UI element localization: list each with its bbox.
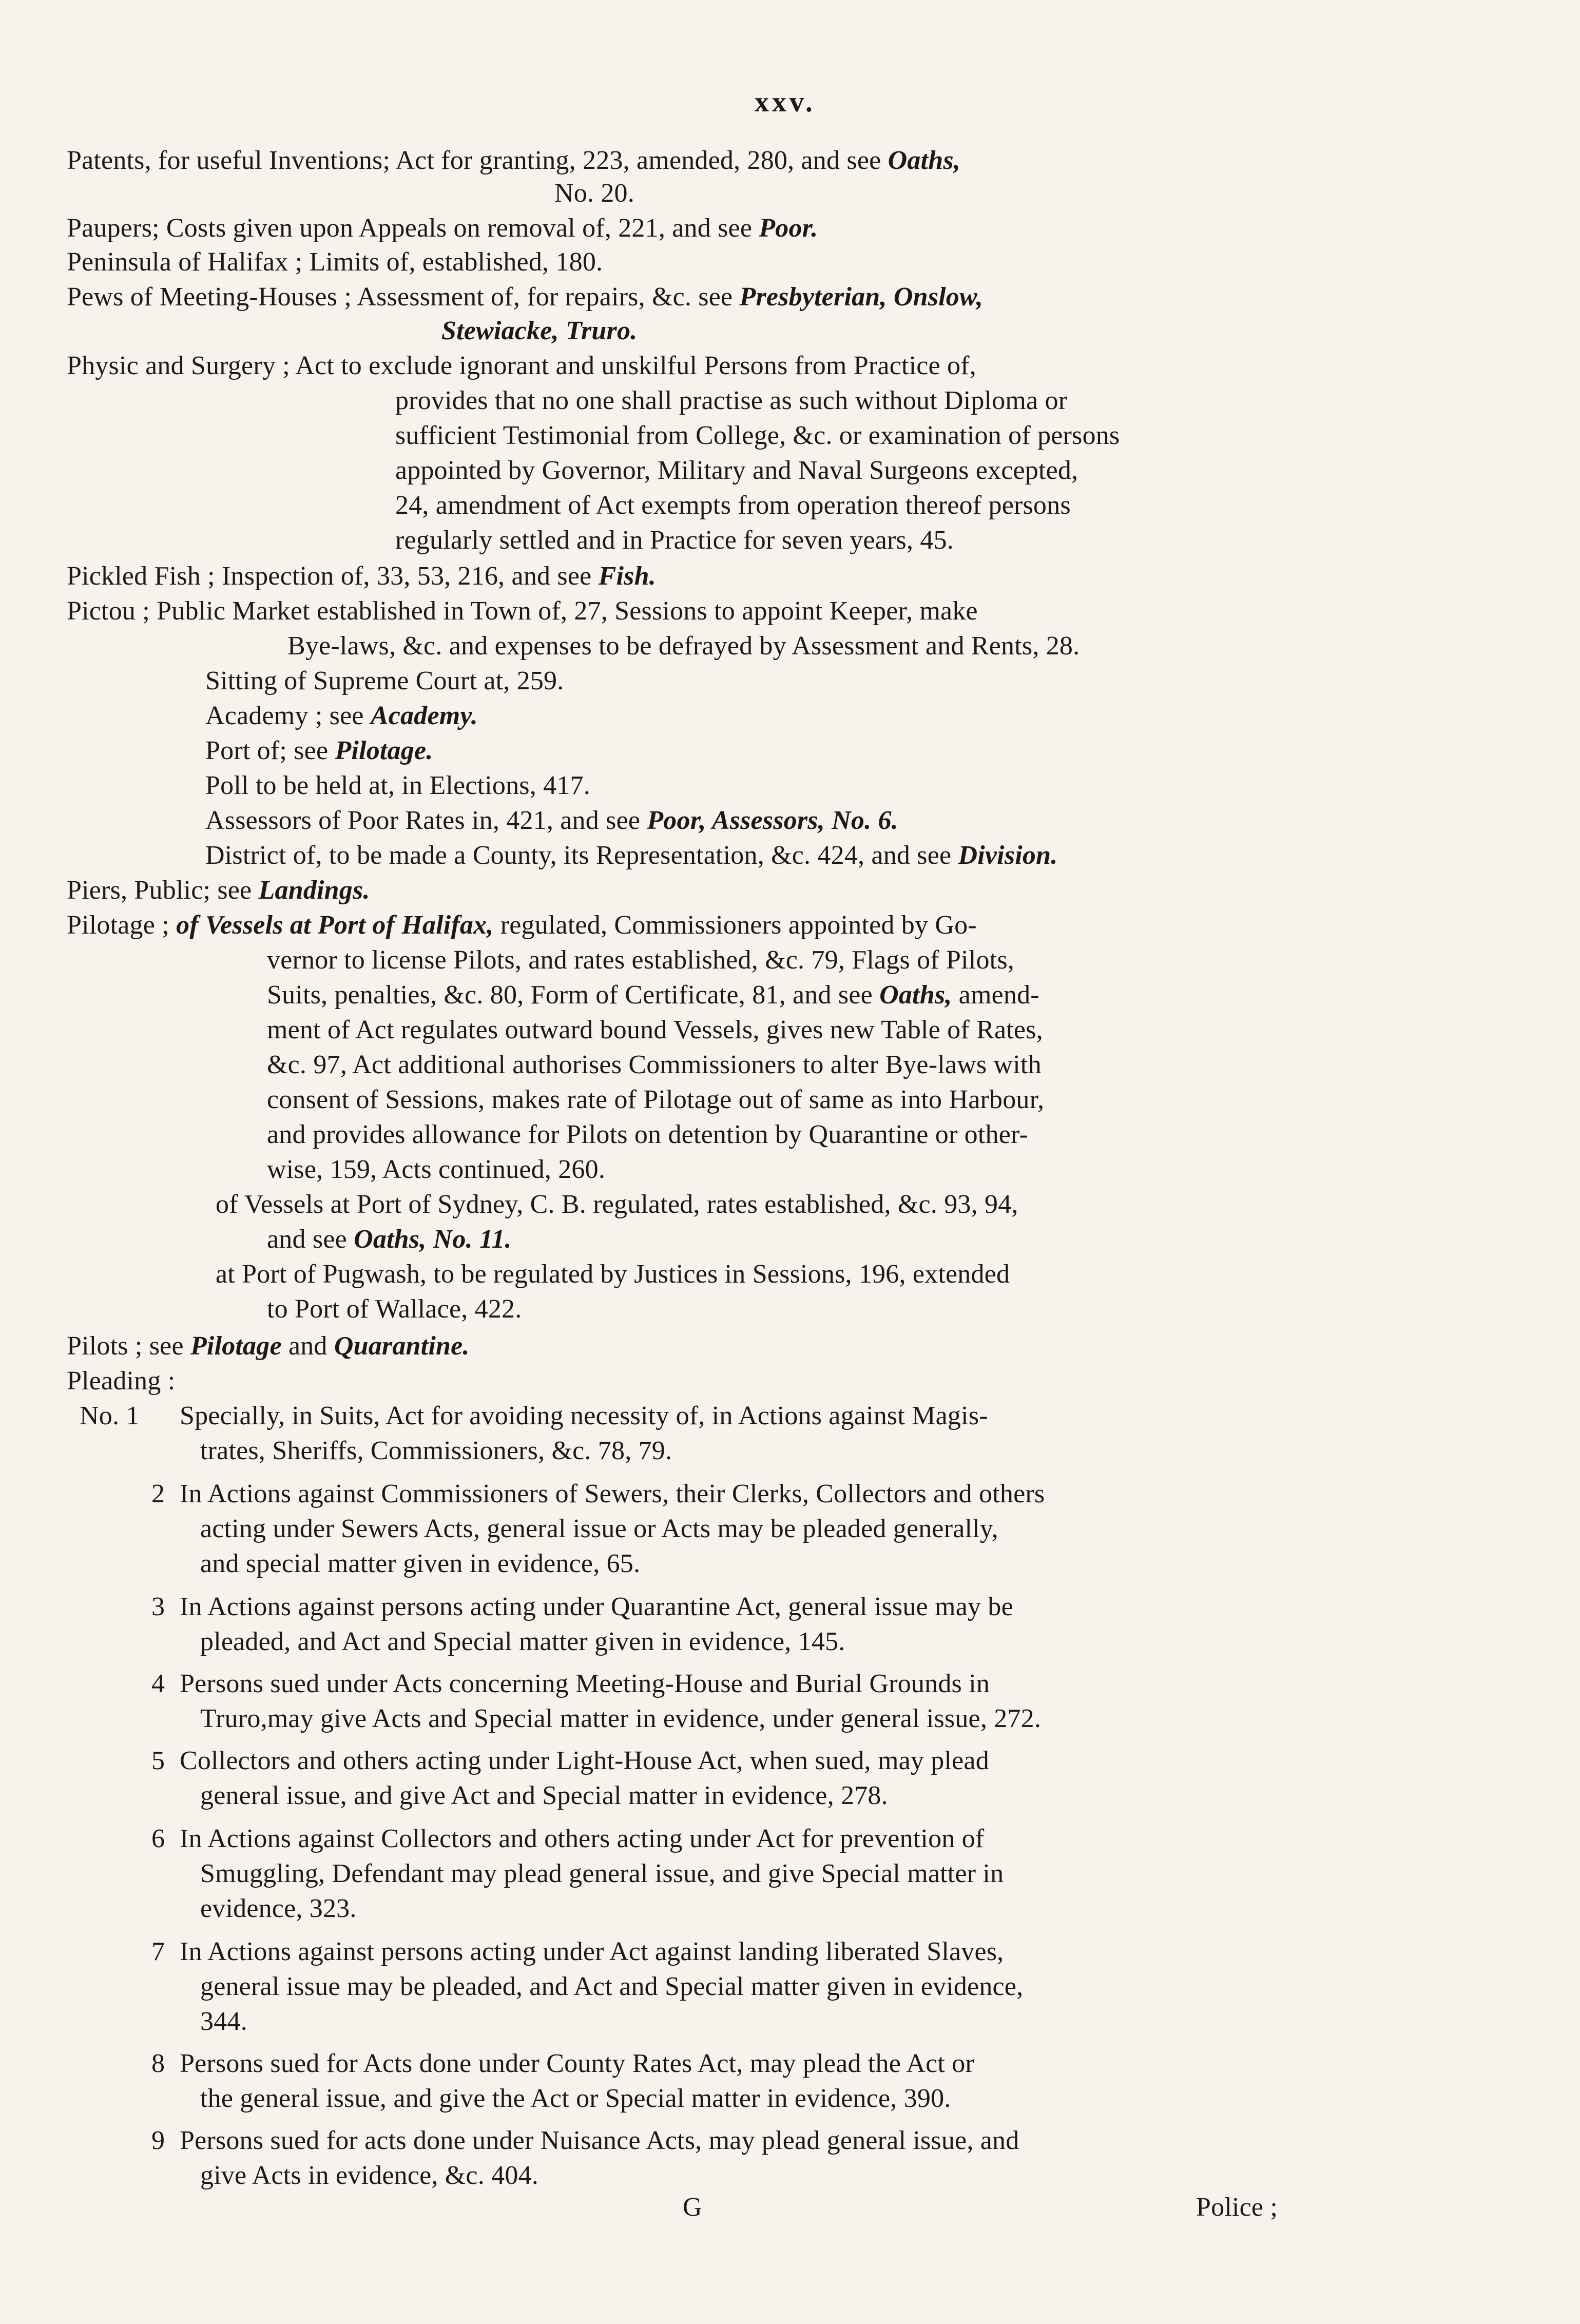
entry-text: Piers, Public; see — [67, 876, 259, 905]
pleading-item-number: 9 — [151, 2126, 165, 2155]
pleading-item-line: evidence, 323. — [200, 1894, 357, 1923]
entry-pleading-heading: Pleading : — [67, 1366, 176, 1396]
pleading-item-number: No. 1 — [80, 1401, 140, 1430]
catchword: Police ; — [1196, 2193, 1278, 2222]
cross-reference: Presbyterian, Onslow, — [739, 282, 984, 312]
entry-pilotage-line-4: ment of Act regulates outward bound Vessels, gives new Table of Rates, — [267, 1015, 1043, 1044]
entry-text: Assessors of Poor Rates in, 421, and see — [205, 806, 647, 835]
entry-pilotage-line-3 — [267, 979, 1039, 1011]
entry-physic-line-4: appointed by Governor, Military and Naval Surgeons excepted, — [395, 456, 1078, 485]
entry-pilotage-sydney-2 — [267, 1224, 512, 1255]
pleading-item-number: 8 — [151, 2049, 165, 2078]
cross-reference: Division. — [958, 841, 1058, 870]
entry-pictou-line-1: Pictou ; Public Market established in Town of, 27, Sessions to appoint Keeper, make — [67, 596, 978, 626]
entry-text: District of, to be made a County, its Representation, &c. 424, and see — [205, 841, 958, 870]
pleading-item-number: 2 — [151, 1479, 165, 1508]
entry-physic-line-1: Physic and Surgery ; Act to exclude ignorant and unskilful Persons from Practice of, — [67, 351, 976, 380]
pleading-item-line: give Acts in evidence, &c. 404. — [200, 2161, 538, 2190]
entry-pictou-line-2: Bye-laws, &c. and expenses to be defrayed by Assessment and Rents, 28. — [287, 631, 1080, 661]
entry-text: regulated, Commissioners appointed by Go- — [493, 911, 977, 940]
pleading-item-number: 3 — [151, 1592, 165, 1621]
entry-text: Paupers; Costs given upon Appeals on removal of, 221, and see — [67, 214, 759, 243]
pleading-item-line: In Actions against Commissioners of Sewers, their Clerks, Collectors and others — [180, 1479, 1045, 1508]
entry-paupers — [67, 212, 818, 244]
entry-text: amend- — [952, 980, 1039, 1010]
entry-pilotage-line-8: wise, 159, Acts continued, 260. — [267, 1155, 606, 1184]
pleading-item-line: 344. — [200, 2007, 247, 2036]
entry-patents-line-1 — [67, 145, 960, 177]
pleading-item-line: trates, Sheriffs, Commissioners, &c. 78, 79. — [200, 1436, 672, 1465]
pleading-item-line: In Actions against persons acting under Act against landing liberated Slaves, — [180, 1937, 1004, 1966]
cross-reference: Poor. — [759, 214, 818, 243]
entry-patents-line-2: No. 20. — [554, 179, 634, 208]
entry-pilotage-line-1 — [67, 909, 977, 941]
entry-pickled-fish — [67, 560, 656, 592]
entry-pilotage-line-5: &c. 97, Act additional authorises Commissioners to alter Bye-laws with — [267, 1050, 1042, 1079]
entry-text: and — [281, 1331, 334, 1361]
entry-physic-line-2: provides that no one shall practise as such without Diploma or — [395, 386, 1068, 415]
entry-pictou-sub-4: Poll to be held at, in Elections, 417. — [205, 771, 590, 800]
cross-reference: Quarantine. — [334, 1331, 470, 1361]
cross-reference: Landings. — [258, 876, 370, 905]
pleading-item-line: Persons sued for acts done under Nuisance Acts, may plead general issue, and — [180, 2126, 1019, 2155]
cross-reference: Pilotage — [190, 1331, 282, 1361]
pleading-item-line: general issue, and give Act and Special matter in evidence, 278. — [200, 1781, 888, 1810]
pleading-item-line: Persons sued for Acts done under County Rates Act, may plead the Act or — [180, 2049, 974, 2078]
entry-text: Academy ; see — [205, 701, 371, 730]
entry-physic-line-6: regularly settled and in Practice for seven years, 45. — [395, 526, 954, 555]
entry-text: Pickled Fish ; Inspection of, 33, 53, 216, and see — [67, 561, 599, 591]
pleading-item-line: acting under Sewers Acts, general issue or Acts may be pleaded generally, — [200, 1514, 998, 1543]
entry-pictou-sub-3 — [205, 735, 433, 767]
entry-pews-line-2: Stewiacke, Truro. — [441, 316, 638, 345]
pleading-item-number: 4 — [151, 1669, 165, 1698]
cross-reference: Poor, Assessors, No. 6. — [647, 806, 898, 835]
entry-physic-line-3: sufficient Testimonial from College, &c. or examination of persons — [395, 421, 1120, 450]
pleading-item-number: 5 — [151, 1746, 165, 1775]
pleading-item-number: 7 — [151, 1937, 165, 1966]
page-number: xxv. — [755, 86, 816, 118]
entry-pictou-sub-6 — [205, 840, 1057, 872]
entry-pictou-sub-2 — [205, 700, 478, 732]
entry-pilotage-line-7: and provides allowance for Pilots on detention by Quarantine or other- — [267, 1120, 1028, 1149]
entry-text: Pilotage ; — [67, 911, 177, 940]
entry-text: Port of; see — [205, 736, 335, 765]
entry-pilotage-line-6: consent of Sessions, makes rate of Pilotage out of same as into Harbour, — [267, 1085, 1045, 1114]
pleading-item-line: Collectors and others acting under Light-House Act, when sued, may plead — [180, 1746, 989, 1775]
entry-physic-line-5: 24, amendment of Act exempts from operation thereof persons — [395, 491, 1071, 520]
pleading-item-line: general issue may be pleaded, and Act and Special matter given in evidence, — [200, 1972, 1024, 2001]
cross-reference: Fish. — [598, 561, 656, 591]
pleading-item-line: and special matter given in evidence, 65. — [200, 1549, 641, 1578]
cross-reference: Oaths, No. 11. — [354, 1225, 512, 1254]
pleading-item-line: In Actions against Collectors and others acting under Act for prevention of — [180, 1824, 985, 1853]
pleading-item-number: 6 — [151, 1824, 165, 1853]
pleading-item-line: Persons sued under Acts concerning Meeting-House and Burial Grounds in — [180, 1669, 990, 1698]
entry-text: and see — [267, 1225, 354, 1254]
entry-pilotage-sydney-1: of Vessels at Port of Sydney, C. B. regulated, rates established, &c. 93, 94, — [216, 1190, 1018, 1219]
entry-pilotage-pugwash-2: to Port of Wallace, 422. — [267, 1294, 522, 1324]
entry-piers — [67, 875, 370, 906]
entry-text: Suits, penalties, &c. 80, Form of Certificate, 81, and see — [267, 980, 880, 1010]
pleading-item-line: the general issue, and give the Act or Special matter in evidence, 390. — [200, 2084, 951, 2113]
entry-pilotage-pugwash-1: at Port of Pugwash, to be regulated by Justices in Sessions, 196, extended — [216, 1260, 1010, 1289]
entry-pilots — [67, 1330, 470, 1362]
entry-text: Pilots ; see — [67, 1331, 190, 1361]
pleading-item-line: In Actions against persons acting under Quarantine Act, general issue may be — [180, 1592, 1013, 1621]
entry-pictou-sub-5 — [205, 805, 898, 837]
cross-reference: Oaths, — [879, 980, 952, 1010]
entry-peninsula: Peninsula of Halifax ; Limits of, established, 180. — [67, 247, 603, 277]
entry-text: Patents, for useful Inventions; Act for granting, 223, amended, 280, and see — [67, 146, 888, 175]
entry-text: Pews of Meeting-Houses ; Assessment of, for repairs, &c. see — [67, 282, 740, 312]
cross-reference: Academy. — [370, 701, 478, 730]
pleading-item-line: Smuggling, Defendant may plead general issue, and give Special matter in — [200, 1859, 1004, 1888]
cross-reference: Oaths, — [888, 146, 960, 175]
pleading-item-line: Truro,may give Acts and Special matter in evidence, under general issue, 272. — [200, 1704, 1042, 1733]
cross-reference: Pilotage. — [335, 736, 433, 765]
entry-subheading: of Vessels at Port of Halifax, — [176, 911, 494, 940]
entry-pictou-sub-1: Sitting of Supreme Court at, 259. — [205, 666, 564, 695]
entry-pilotage-line-2: vernor to license Pilots, and rates established, &c. 79, Flags of Pilots, — [267, 945, 1014, 975]
pleading-item-line: Specially, in Suits, Act for avoiding necessity of, in Actions against Magis- — [180, 1401, 988, 1430]
pleading-item-line: pleaded, and Act and Special matter given in evidence, 145. — [200, 1627, 845, 1656]
signature-mark: G — [683, 2193, 702, 2222]
entry-pews-line-1 — [67, 281, 983, 313]
